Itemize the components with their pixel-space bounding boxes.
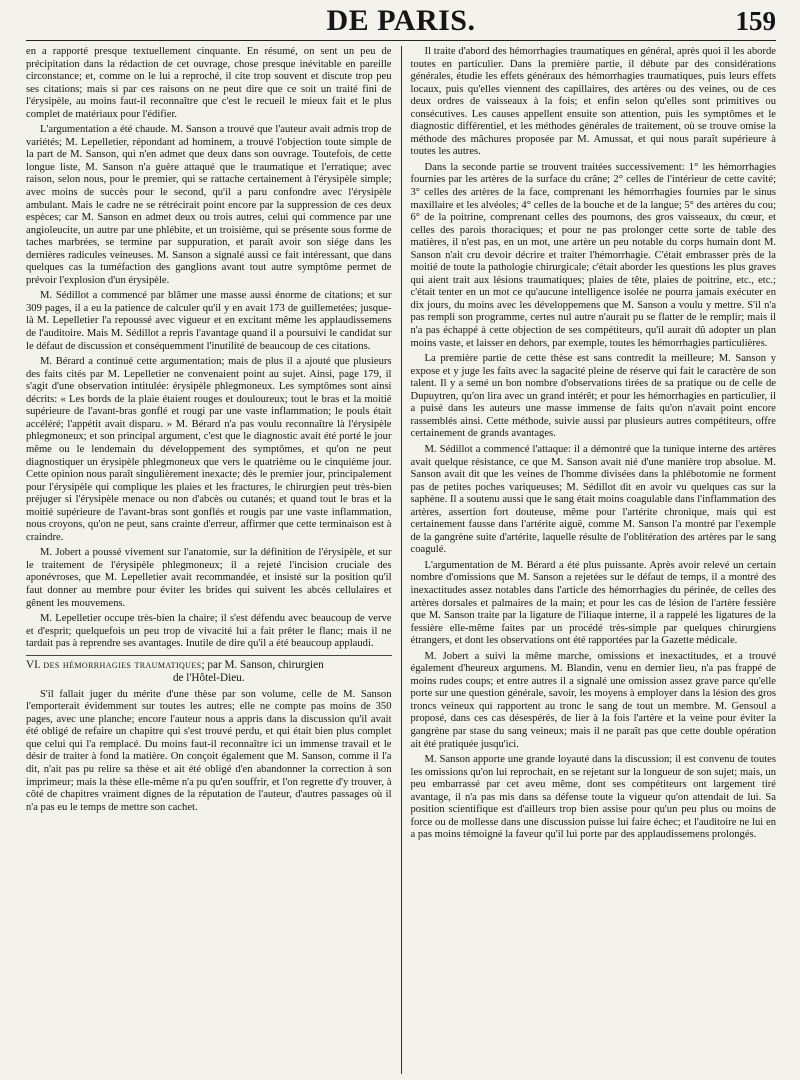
paragraph: M. Jobert a poussé vivement sur l'anatomie, sur la définition de l'érysipèle, et sur le traitement de l'érysipèle phlegmoneux; il a rejeté l'incision cruciale des aponévroses, que M. Lepelletier avait recommandée, et insisté sur la position qu'il faut donner au membre pour éviter les brides qui suivent les abcès cellulaires et gênent les mouvemens. <box>26 547 392 609</box>
section-author: ; par M. Sanson, chirurgien <box>201 658 324 671</box>
section-number: VI. <box>26 658 41 671</box>
left-column <box>26 46 398 1074</box>
paragraph: Il traite d'abord des hémorrhagies traumatiques en général, après quoi il les aborde toutes en particulier. Dans la première partie, il débute par des considérations générales, étudie les effets généraux des hémorrhagies traumatiques, puis leurs effets locaux, puis qu'elles viennent des capillaires, des artères ou des veines, ou de ces deux ordres de vaisseaux à la fois; et enfin selon qu'elles sont primitives ou consécutives. Les causes appellent ensuite son attention, puis les symptômes et le diagnostic différentiel, et les méthodes générales de traitement, où se trouve omise la méthode des mâchures proposée par M. Amussat, et qui nous paraît supérieure à toutes les autres. <box>410 46 777 158</box>
paragraph: Dans la seconde partie se trouvent traitées successivement: 1° les hémorrhagies fournies par les artères de la surface du crâne; 2° celles de l'intérieur de cette cavité; 3° celles des artères de la face, comprenant les hémorrhagies fournies par le sinus maxillaire et les alvéoles; 4° celles de la bouche et de la langue; 5° des artères du cou; 6° de la poitrine, comprenant celles des poumons, des gros vaisseaux, du cœur, et celles des parois thoraciques; et pour ne pas prolonger cette sorte de table des matières, il n'est pas, en un mot, une artère un peu notable du corps humain dont M. Sanson n'ait cru devoir décrire et traiter l'hémorrhagie. C'était embrasser près de la moitié de toute la pathologie chirurgicale; c'était aborder les questions les plus graves qui aient trait aux lésions traumatiques; plaies de tête, plaies de poitrine, etc., etc.; c'était tenter en un mot ce qu'aucune intelligence isolée ne pourra jamais exécuter en dix jours, du moins avec les développemens que M. Sanson a voulu y mettre. S'il n'a pas rempli son programme, certes nul autre n'aurait pu se flatter de le remplir; mais il n'a pas échappé à cette objection de ses compétiteurs, qu'il aurait dû adopter un plan moins vaste, et laisser en dehors, par exemple, toutes les hémorrhagies particulières. <box>410 161 777 349</box>
right-column <box>405 46 777 1074</box>
section-rule <box>26 655 392 656</box>
section-affiliation: de l'Hôtel-Dieu. <box>172 671 245 684</box>
paragraph: M. Sanson apporte une grande loyauté dans la discussion; il est convenu de toutes les omissions qu'on lui reprochait, en se rejetant sur la longueur de son sujet; mais, un peu embarrassé par cet aveu même, dont ses compétiteurs ont largement tiré avantage, il n'a pas mis dans sa défense toute la vigueur qu'on attendait de lui. Sa position scientifique est d'ailleurs trop bien assise pour qu'un peu plus ou moins de force ou de mollesse dans une discussion puisse lui faire échec; et l'auditoire ne lui en a pas moins témoigné la faveur qu'il lui porte par des applaudissemens prolongés. <box>410 754 777 841</box>
paragraph: M. Bérard a continué cette argumentation; mais de plus il a ajouté que plusieurs des faits cités par M. Lepelletier ne convenaient point au sujet. Ainsi, page 179, il s'agit d'une observation intitulée: érysipèle phlegmoneux. Les symptômes sont ainsi décrits: « Les bords de la plaie étaient rouges et douloureux; tout le bras et la moitié supérieure de l'avant-bras gonflé et rougi par une vaste inflammation; le pouls était accéléré; l'appétit avait disparu. » M. Bérard n'a pas voulu reconnaître là l'érysipèle phlegmoneux; et son principal argument, c'est que le diagnostic avait été porté le jour même ou le lendemain du développement des symptômes, et qu'on ne peut diagnostiquer un érysipèle phlegmoneux que vers le quatrième ou le cinquième jour. Cette opinion nous paraît singulièrement inexacte; dès le premier jour, principalement pour l'érysipèle qui complique les plaies et les fractures, le chirurgien peut très-bien préjuger si l'érysipèle menace ou non d'abcès ou cutanés; et quand tout le bras et la moitié supérieure de l'avant-bras sont gonflés et rougis par une vaste inflammation, nous croyons, qu'on ne peut, sans crainte d'erreur, affirmer que cette terminaison est à craindre. <box>26 356 392 543</box>
paragraph: en a rapporté presque textuellement cinquante. En résumé, on sent un peu de précipitation dans la rédaction de cet ouvrage, chose presque inévitable en pareille circonstance; et, comme on le lui a reproché, il cite trop souvent et discute trop peu ses citations; mais si par ces raisons on ne peut dire que ce soit un traité fini de l'érysipèle, au moins faut-il reconnaître que c'est le recueil le mieux fait et le plus complet de matériaux pour l'édifier. <box>26 46 392 120</box>
text-columns <box>26 46 776 1074</box>
paragraph: La première partie de cette thèse est sans contredit la meilleure; M. Sanson y expose et y juge les faits avec la sagacité pleine de réserve qui fait le caractère de son talent. Il y a semé un bon nombre d'observations tirées de sa pratique ou de celle de Dupuytren, qu'on lira avec un grand intérêt; et pour les hémorrhagies en particulier, il a puisé dans les auteurs une masse immense de faits qu'on n'avait point encore rassemblés ainsi. Cette méthode, suivie aussi par plusieurs autres compétiteurs, offre certainement de grands avantages. <box>410 353 777 440</box>
paragraph: L'argumentation de M. Bérard a été plus puissante. Après avoir relevé un certain nombre d'omissions que M. Sanson a rejetées sur le défaut de temps, il a montré des inexactitudes assez notables dans l'article des hémorrhagies du périnée, de celles des artères dorsales et palmaires de la main; et pour les cas de lésion de l'artère fessière que M. Sanson traite par la ligature de l'iliaque interne, il a rappelé les ligatures de la fessière elle-même faites par un procédé très-simple par quelques chirurgiens étrangers, et dont les observations ont été rapportées par la Gazette médicale. <box>410 559 777 647</box>
section-heading <box>26 659 392 685</box>
page-header <box>26 0 776 41</box>
paragraph: M. Jobert a suivi la même marche, omissions et inexactitudes, et a trouvé également d'heureux argumens. M. Blandin, venu en dernier lieu, n'a pas frappé de moins rudes coups; et entre autres il a signalé une omission assez grave parce qu'elle porte sur une question générale, savoir, les moyens à employer dans la lésion des gros troncs veineux qui rapportent au tronc le sang de tout un membre. M. Gensoul a proposé, dans ces cas désespérés, de lier à la fois l'artère et la veine pour éviter la gangrène par stase du sang veineux; mais il ne paraît pas que cette double opération ait été pratiquée jusqu'ici. <box>410 650 777 750</box>
running-title: DE PARIS. <box>326 4 476 37</box>
section-title: des hémorrhagies traumatiques <box>43 658 202 671</box>
paragraph: M. Sédillot a commencé l'attaque: il a démontré que la tunique interne des artères avait quelque résistance, ce que M. Sanson avait nié d'une manière trop absolue. M. Sanson avait dit que les veines de l'homme divisées dans la phlébotomie ne forment pas de petites poches variqueuses; M. Sédillot dit en avoir vu quelques cas sur la saphène. Il a soutenu aussi que le sang était moins coagulable dans l'inflammation des artères, assertion fort douteuse, même pour l'artérite chronique, mais qui est certainement fausse dans l'artérite aiguë, comme M. Sanson l'a montré par l'exemple de la gangrène suite d'artérite, laquelle résulte de l'oblitération des artères par le sang coagulé. <box>410 443 777 556</box>
page-number: 159 <box>735 6 776 36</box>
paragraph: M. Sédillot a commencé par blâmer une masse aussi énorme de citations; et sur 309 pages, il a eu la patience de calculer qu'il y en avait 173 de guillemetées; jusque-là M. Lepelletier l'a repoussé avec vigueur et en excitant même les applaudissemens de l'auditoire. Mais M. Sédillot a repris l'avantage quand il a poursuivi le candidat sur le défaut de discussion et conséquemment l'inutilité de beaucoup de ces citations. <box>26 290 392 352</box>
column-divider <box>401 46 402 1074</box>
paragraph: S'il fallait juger du mérite d'une thèse par son volume, celle de M. Sanson l'emporterait évidemment sur toutes les autres; elle ne compte pas moins de 350 pages, avec une planche; encore l'auteur nous a appris dans la discussion qu'il avait été obligé de refaire un chapitre qui s'est trouvé perdu, et qui était bien plus complet que celui qui l'a remplacé. Du moins faut-il reconnaître ici un immense travail et le désir de traiter à fond la matière. On conçoit également que M. Sanson, comme il l'a dit, n'ait pas pu relire sa thèse et ait été obligé d'en abandonner la correction à son imprimeur; mais la thèse elle-même n'a pu qu'en souffrir, et l'on regrette d'y trouver, à côté de chapitres vraiment dignes de la réputation de l'auteur, d'autres passages où il n'a pas eu le temps de mettre son cachet. <box>26 688 392 813</box>
paragraph: L'argumentation a été chaude. M. Sanson a trouvé que l'auteur avait admis trop de variétés; M. Lepelletier, répondant ad hominem, a trouvé l'objection toute simple de la part de M. Sanson, qui n'en admet que deux dans son ouvrage. Toutefois, de cette longue liste, M. Sanson n'a guère attaqué que le traumatique et l'erratique; avec raison, selon nous, pour le premier, qui se rattache certainement à l'érysipèle simple; avec moins de succès pour le second, qu'il a paru confondre avec l'érysipèle ambulant. Mais le cadre ne se rétrécirait point encore par la suppression de ces deux espèces; car M. Sanson en admet deux ou trois autres, celui qui commence par une angioleucite, un autre par une phlébite, et un troisième, qui se présente sous forme de taches marbrées, se termine par suppuration, et paraît avoir son siége dans les dernières radicules veineuses. M. Sanson a signalé aussi ce fait intéressant, que dans quelques cas la tuméfaction des ganglions avant tout autre symptôme permet de prévoir l'explosion d'un érysipèle. <box>26 124 392 286</box>
paragraph: M. Lepelletier occupe très-bien la chaire; il s'est défendu avec beaucoup de verve et d'esprit; quelquefois un peu trop de vivacité lui a fait prêter le flanc; mais il ne tardait pas à reprendre ses avantages. Inutile de dire qu'il a été beaucoup applaudi. <box>26 613 392 650</box>
